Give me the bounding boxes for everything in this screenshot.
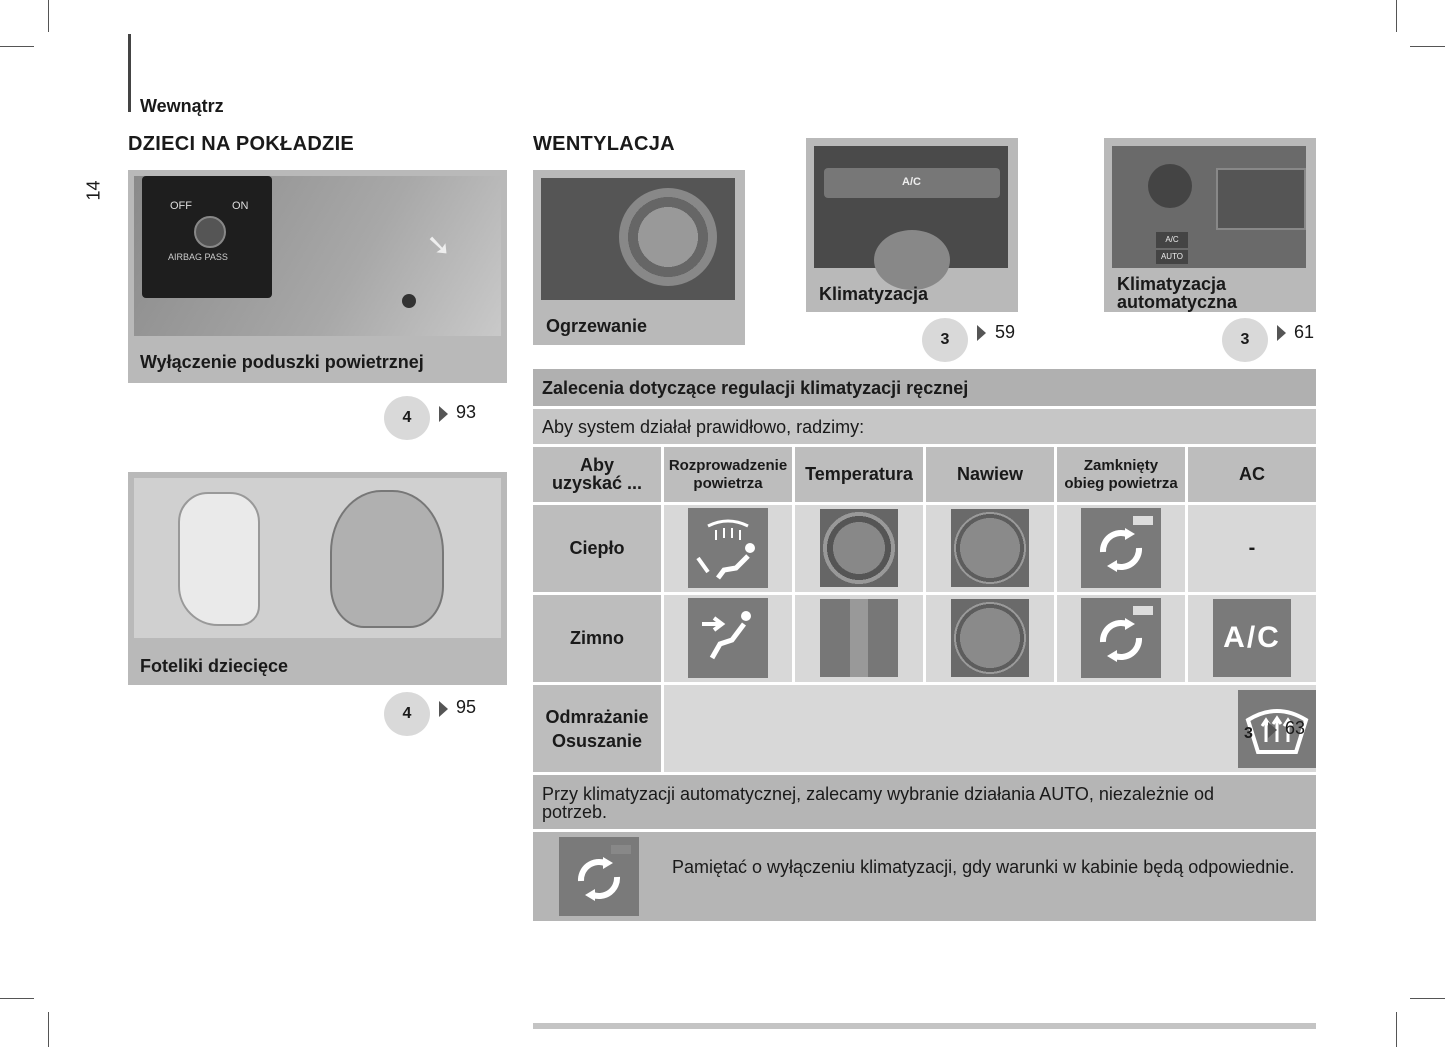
child-seats-photo [134,478,501,638]
page-ref[interactable]: 63 [1285,718,1306,738]
page-ref[interactable]: 93 [456,402,477,422]
airbag-caption: Wyłączenie poduszki powietrznej [140,352,424,372]
recommendations-intro: Aby system działał prawidłowo, radzimy: [542,417,865,437]
heating-photo [541,178,735,300]
header-distribution-line2: powietrza [693,475,763,492]
section-title-ventilation: WENTYLACJA [533,133,675,155]
warm-blower-cell [926,505,1054,592]
auto-note: Przy klimatyzacji automatycznej, zalecamy wybranie działania AUTO, niezależnie od potrzeb. [542,784,1214,822]
heating-block [533,170,745,345]
recirculation-icon [1081,508,1161,588]
crop-mark [48,1012,49,1047]
page-ref[interactable]: 61 [1294,322,1315,342]
ac-badge-icon: A/C [1213,599,1291,677]
header-temperature: Temperatura [795,447,923,502]
chapter-badge: 3 [1222,318,1268,362]
defrost-cell [664,685,1316,772]
ac-block [806,138,1018,312]
footer-rule [533,1023,1316,1029]
face-vents-distribution-icon [688,598,768,678]
warm-ac-value: - [1188,505,1316,592]
row-label-cold: Zimno [533,595,661,682]
reminder-bar [533,832,1316,921]
switch-off-label: OFF [170,200,192,212]
page-arrow-icon [439,406,448,422]
recommendations-title: Zalecenia dotyczące regulacji klimatyzacji ręcznej [542,378,969,398]
crop-mark [0,998,34,999]
airbag-switch-panel [142,176,272,298]
temperature-dial-cold-icon [820,599,898,677]
header-recirc-line2: obieg powietrza [1064,475,1178,492]
temperature-dial-hot-icon [820,509,898,587]
row-label-defrost [533,685,661,772]
header-goal [533,447,661,502]
crop-mark [0,46,34,47]
page-ref[interactable]: 95 [456,697,477,717]
chapter-badge: 4 [384,692,430,736]
header-blower: Nawiew [926,447,1054,502]
cold-ac-cell [1188,595,1316,682]
warm-distribution-cell [664,505,792,592]
auto-ac-caption-line1: Klimatyzacja [1117,274,1227,294]
ac-photo [814,146,1008,268]
header-distribution [664,447,792,502]
temperature-knob-icon [619,188,717,286]
keyhole-icon [402,294,416,308]
cold-distribution-cell [664,595,792,682]
header-distribution-line1: Rozprowadzenie [668,457,788,474]
auto-ac-caption [1117,275,1237,311]
switch-on-label: ON [232,200,249,212]
chapter-badge: 3 [1244,725,1253,742]
recommendations-title-bar [533,369,1316,406]
header-ac: AC [1188,447,1316,502]
page-ref[interactable]: 59 [995,322,1016,342]
blower-dial-icon [951,509,1029,587]
crop-mark [48,0,49,32]
page-number: 14 [83,180,104,201]
page-arrow-icon [1277,325,1286,341]
baby-seat-icon [330,490,444,628]
section-title-children: DZIECI NA POKŁADZIE [128,133,355,155]
page-arrow-icon [977,325,986,341]
key-switch-icon [194,216,226,248]
section-label: Wewnątrz [140,96,224,116]
page-arrow-icon [439,701,448,717]
crop-mark [1410,998,1445,999]
auto-ac-caption-line2: automatyczna [1117,292,1238,312]
auto-ac-photo [1112,146,1306,268]
crop-mark [1396,0,1397,32]
cold-temperature-cell [795,595,923,682]
ac-knob-icon [874,230,950,290]
arrow-down-icon: ➘ [426,229,452,262]
blower-dial-icon [951,599,1029,677]
child-seats-caption: Foteliki dziecięce [140,656,289,676]
recirculation-icon [1081,598,1161,678]
ac-button-row [824,168,1000,198]
warm-temperature-cell [795,505,923,592]
booster-seat-icon [178,492,260,626]
header-bar [128,34,131,112]
windscreen-feet-distribution-icon [688,508,768,588]
row-label-defrost-line1: Odmrażanie [545,707,649,727]
auto-ac-display [1216,168,1306,230]
cold-blower-cell [926,595,1054,682]
crop-mark [1410,46,1445,47]
cold-recirculation-cell [1057,595,1185,682]
warm-recirculation-cell [1057,505,1185,592]
ac-button-label: A/C [902,176,921,188]
child-seats-block [128,472,507,685]
reminder-text: Pamiętać o wyłączeniu klimatyzacji, gdy warunki w kabinie będą odpowiednie. [672,857,1295,877]
header-recirc-line1: Zamknięty [1083,457,1159,474]
auto-note-bar [533,775,1316,829]
heating-caption: Ogrzewanie [546,316,648,336]
header-recirculation [1057,447,1185,502]
airbag-photo [134,176,501,336]
row-label-warm: Ciepło [533,505,661,592]
recommendations-intro-bar [533,409,1316,444]
chapter-badge: 3 [922,318,968,362]
crop-mark [1396,1012,1397,1047]
row-label-defrost-line2: Osuszanie [551,731,643,751]
auto-ac-knob-icon [1148,164,1192,208]
header-goal-line1: Aby [579,455,614,475]
page-arrow-icon [1268,722,1277,738]
recirculation-icon [559,837,639,916]
chapter-badge: 4 [384,396,430,440]
ac-caption: Klimatyzacja [819,284,929,304]
airbag-block [128,170,507,383]
header-goal-line2: uzyskać ... [551,473,643,493]
auto-ac-auto-button: AUTO [1156,250,1188,264]
auto-ac-ac-button: A/C [1156,232,1188,248]
switch-caption: AIRBAG PASS [168,252,228,262]
auto-ac-block [1104,138,1316,312]
